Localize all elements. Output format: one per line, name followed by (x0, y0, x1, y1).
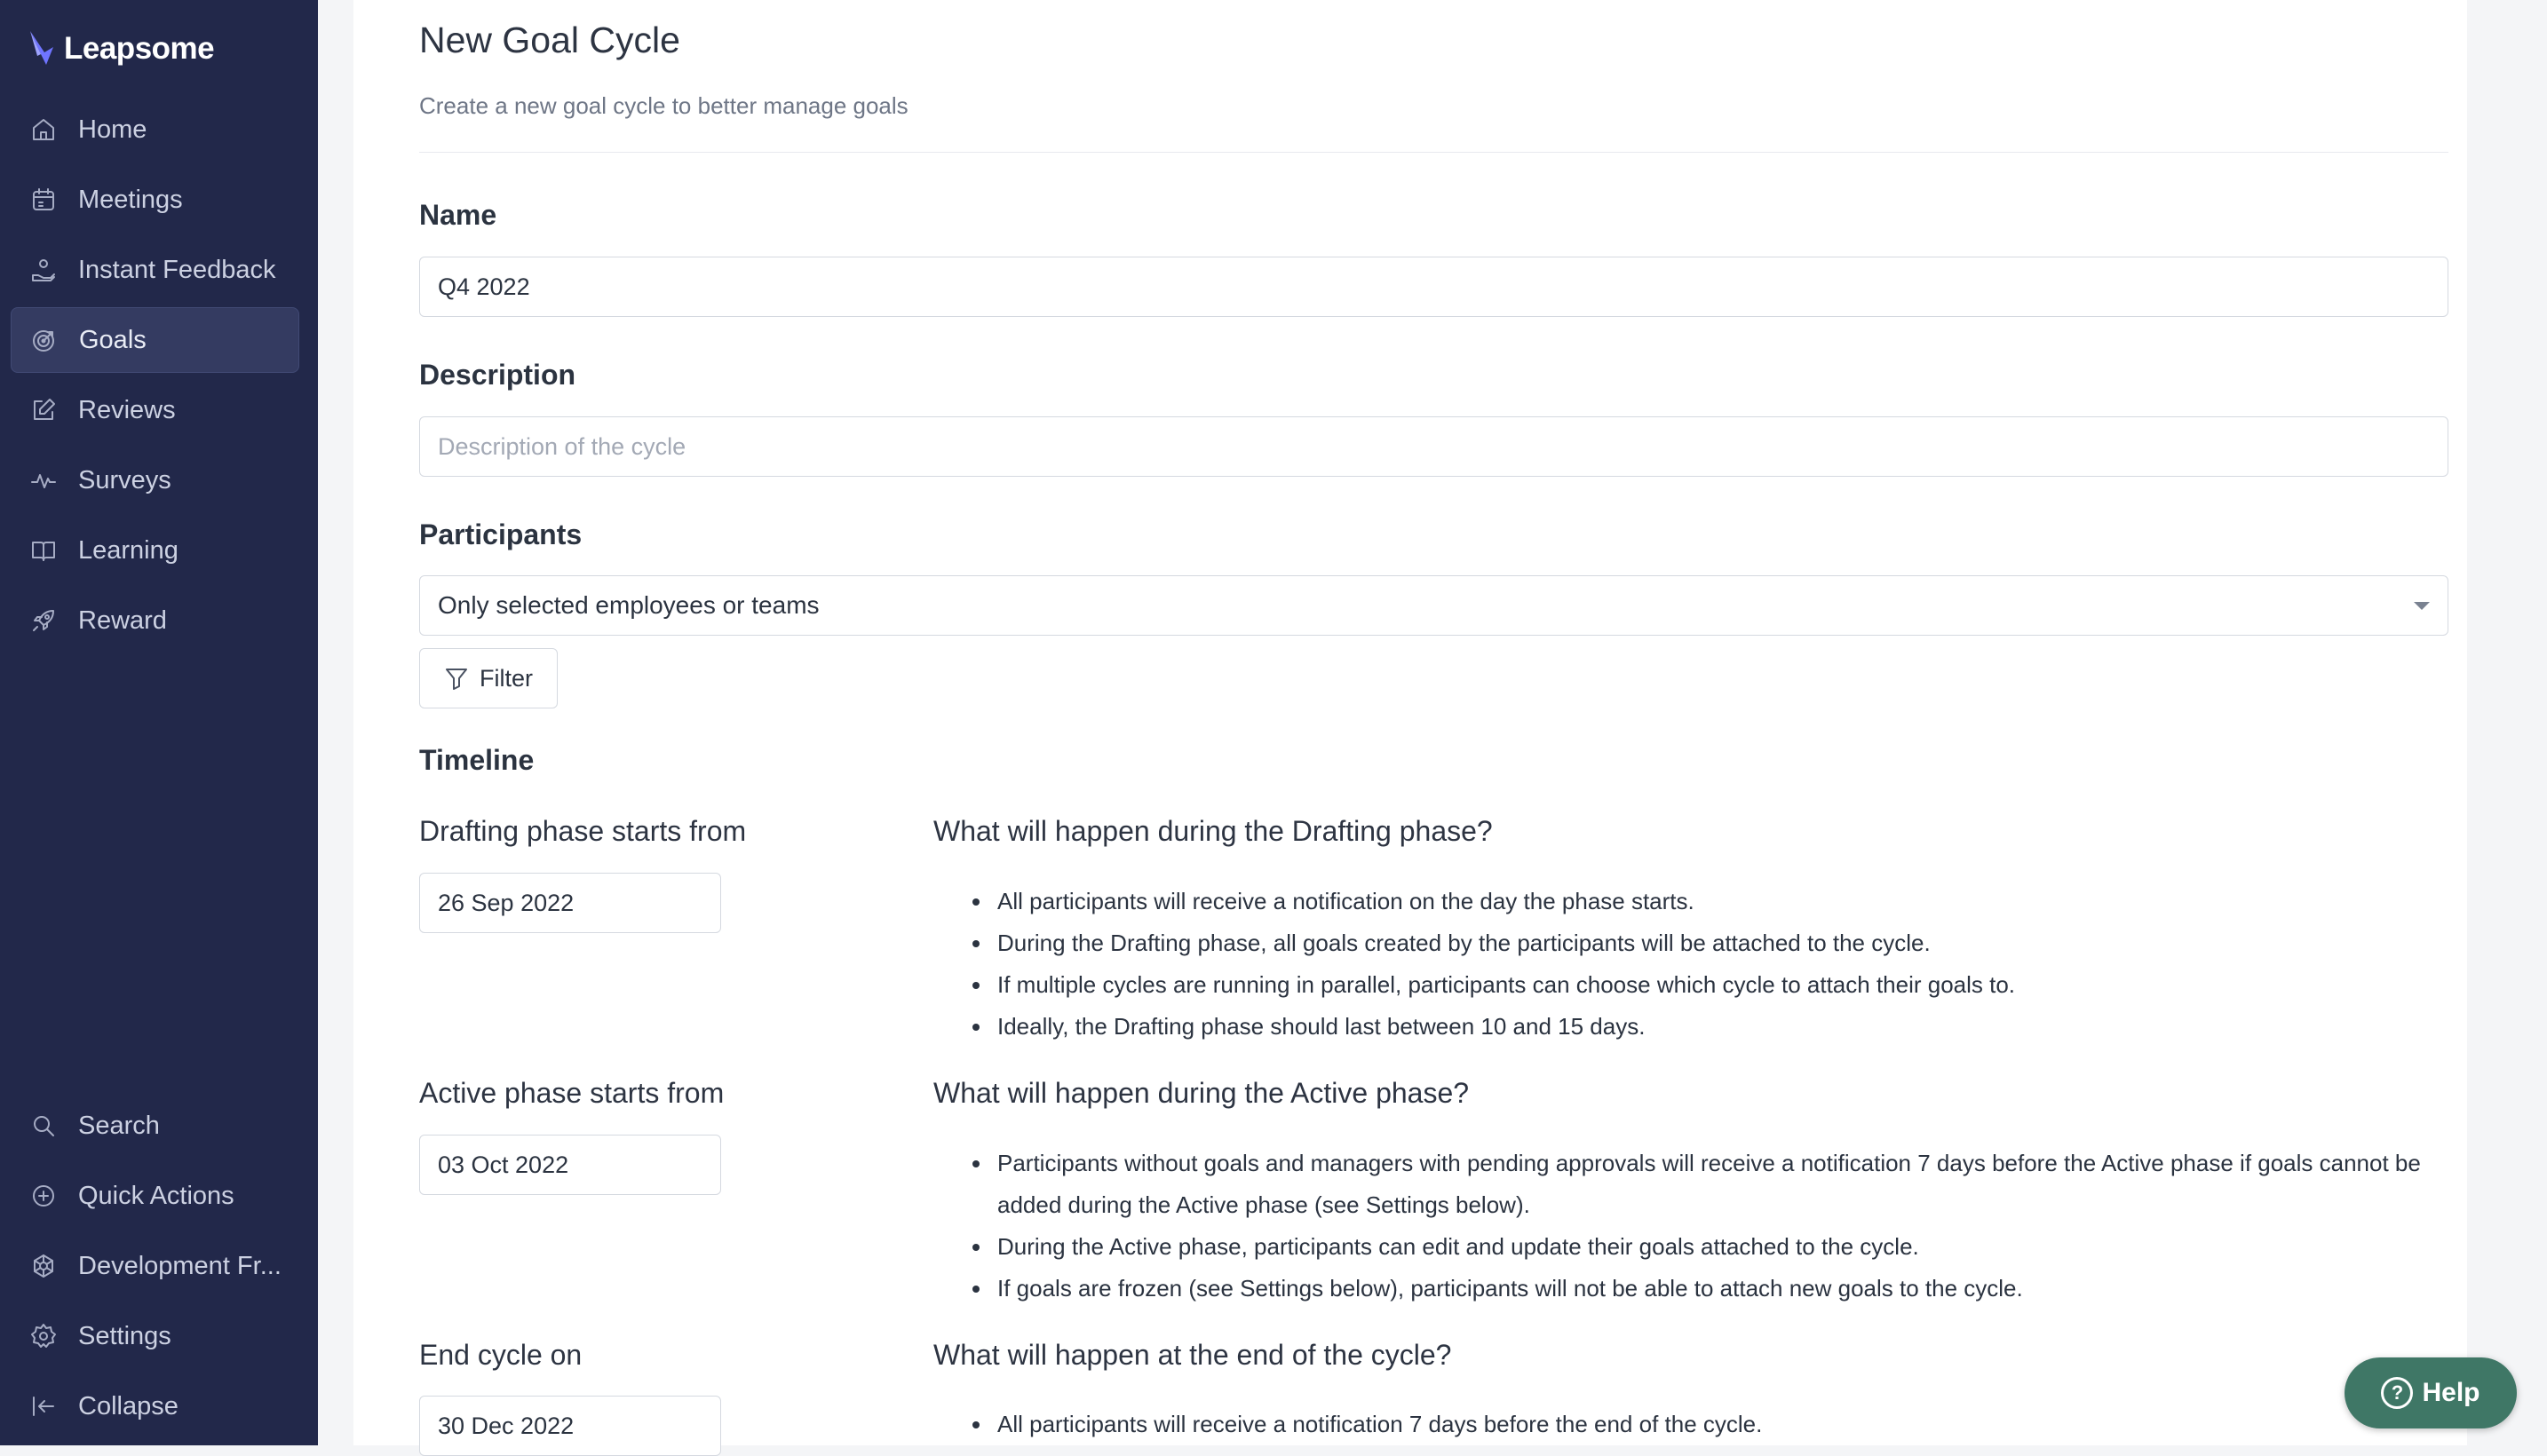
chevron-down-icon (2414, 602, 2430, 610)
active-phase-label: Active phase starts from (419, 1077, 725, 1109)
sidebar-item-meetings[interactable] (11, 167, 299, 233)
participants-selected-value: Only selected employees or teams (438, 591, 820, 619)
active-info-list (933, 1143, 2452, 1310)
rocket-icon (28, 605, 59, 636)
sidebar-item-search[interactable] (11, 1093, 299, 1159)
filter-button-label: Filter (480, 664, 533, 692)
search-icon (28, 1111, 59, 1141)
list-item: Ideally, the Drafting phase should last between 10 and 15 days. (933, 1006, 2452, 1048)
leapsome-bird-icon (27, 29, 59, 68)
development-framework-icon (28, 1251, 59, 1281)
divider (419, 152, 2448, 153)
leapsome-logo[interactable] (27, 27, 214, 71)
edit-square-icon (28, 395, 59, 425)
end-info-list (933, 1404, 2452, 1445)
sidebar-item-learning[interactable] (11, 518, 299, 583)
sidebar-item-reward[interactable] (11, 588, 299, 653)
sidebar-item-reviews[interactable] (11, 377, 299, 443)
list-item: During the Active phase, participants can edit and update their goals attached to the cycle. (933, 1226, 2452, 1268)
participants-label: Participants (419, 518, 583, 550)
help-button[interactable] (2345, 1357, 2517, 1428)
drafting-info-list (933, 881, 2452, 1048)
book-icon (28, 535, 59, 566)
description-input[interactable] (419, 416, 2448, 477)
sidebar-item-quick-actions[interactable] (11, 1163, 299, 1229)
brand-name: Leapsome (64, 31, 215, 66)
sidebar-item-development-framework[interactable] (11, 1233, 299, 1299)
drafting-info-title: What will happen during the Drafting phase? (933, 815, 1493, 847)
filter-button[interactable] (419, 648, 558, 708)
sidebar-item-label: Reviews (78, 395, 176, 424)
question-circle-icon: ? (2381, 1377, 2413, 1409)
calendar-icon (28, 185, 59, 215)
active-start-date-input[interactable] (419, 1135, 721, 1195)
active-info-title: What will happen during the Active phase? (933, 1077, 1470, 1109)
main-content (353, 0, 2467, 1445)
list-item: During the Drafting phase, all goals created by the participants will be attached to the cycle. (933, 922, 2452, 964)
page-subtitle: Create a new goal cycle to better manage goals (419, 92, 909, 119)
gear-icon (28, 1321, 59, 1351)
sidebar-item-label: Collapse (78, 1391, 179, 1420)
list-item: All participants will receive a notification 7 days before the end of the cycle. (933, 1404, 2452, 1445)
sidebar-item-goals[interactable] (11, 307, 299, 373)
end-cycle-label: End cycle on (419, 1339, 583, 1371)
plus-circle-icon (28, 1181, 59, 1211)
description-label: Description (419, 359, 576, 391)
drafting-start-date-input[interactable] (419, 873, 721, 933)
sidebar-item-label: Development Fr... (78, 1251, 282, 1280)
sidebar-item-instant-feedback[interactable] (11, 237, 299, 303)
collapse-arrow-icon (28, 1391, 59, 1421)
home-icon (28, 115, 59, 145)
list-item: Participants without goals and managers with pending approvals will receive a notification 7 days before the Active phase if goals cannot be added during the Active phase (see Settings below). (933, 1143, 2452, 1226)
end-info-title: What will happen at the end of the cycle? (933, 1339, 1452, 1371)
page-title: New Goal Cycle (419, 20, 680, 60)
pulse-icon (28, 465, 59, 495)
sidebar-item-label: Learning (78, 535, 179, 565)
list-item: If multiple cycles are running in parallel, participants can choose which cycle to attach their goals to. (933, 964, 2452, 1006)
sidebar-item-label: Goals (79, 325, 147, 354)
sidebar-item-surveys[interactable] (11, 447, 299, 513)
sidebar-item-label: Instant Feedback (78, 255, 276, 284)
participants-select[interactable] (419, 575, 2448, 636)
target-icon (29, 325, 60, 355)
sidebar-item-label: Meetings (78, 185, 183, 214)
sidebar-item-settings[interactable] (11, 1303, 299, 1369)
sidebar-item-collapse[interactable] (11, 1373, 299, 1439)
list-item: If goals are frozen (see Settings below), participants will not be able to attach new goals to the cycle. (933, 1268, 2452, 1310)
list-item: All participants will receive a notification on the day the phase starts. (933, 881, 2452, 922)
feedback-hand-icon (28, 255, 59, 285)
sidebar-item-label: Quick Actions (78, 1181, 234, 1210)
sidebar-item-label: Reward (78, 605, 167, 635)
sidebar-item-label: Settings (78, 1321, 171, 1350)
end-cycle-date-input[interactable] (419, 1396, 721, 1456)
sidebar-item-label: Search (78, 1111, 160, 1140)
filter-icon (444, 666, 469, 691)
name-label: Name (419, 199, 497, 231)
timeline-label: Timeline (419, 744, 535, 776)
help-button-label: Help (2422, 1378, 2480, 1407)
sidebar-item-home[interactable] (11, 97, 299, 162)
sidebar (0, 0, 318, 1445)
name-input[interactable] (419, 257, 2448, 317)
sidebar-item-label: Surveys (78, 465, 171, 495)
drafting-phase-label: Drafting phase starts from (419, 815, 747, 847)
sidebar-item-label: Home (78, 115, 147, 144)
